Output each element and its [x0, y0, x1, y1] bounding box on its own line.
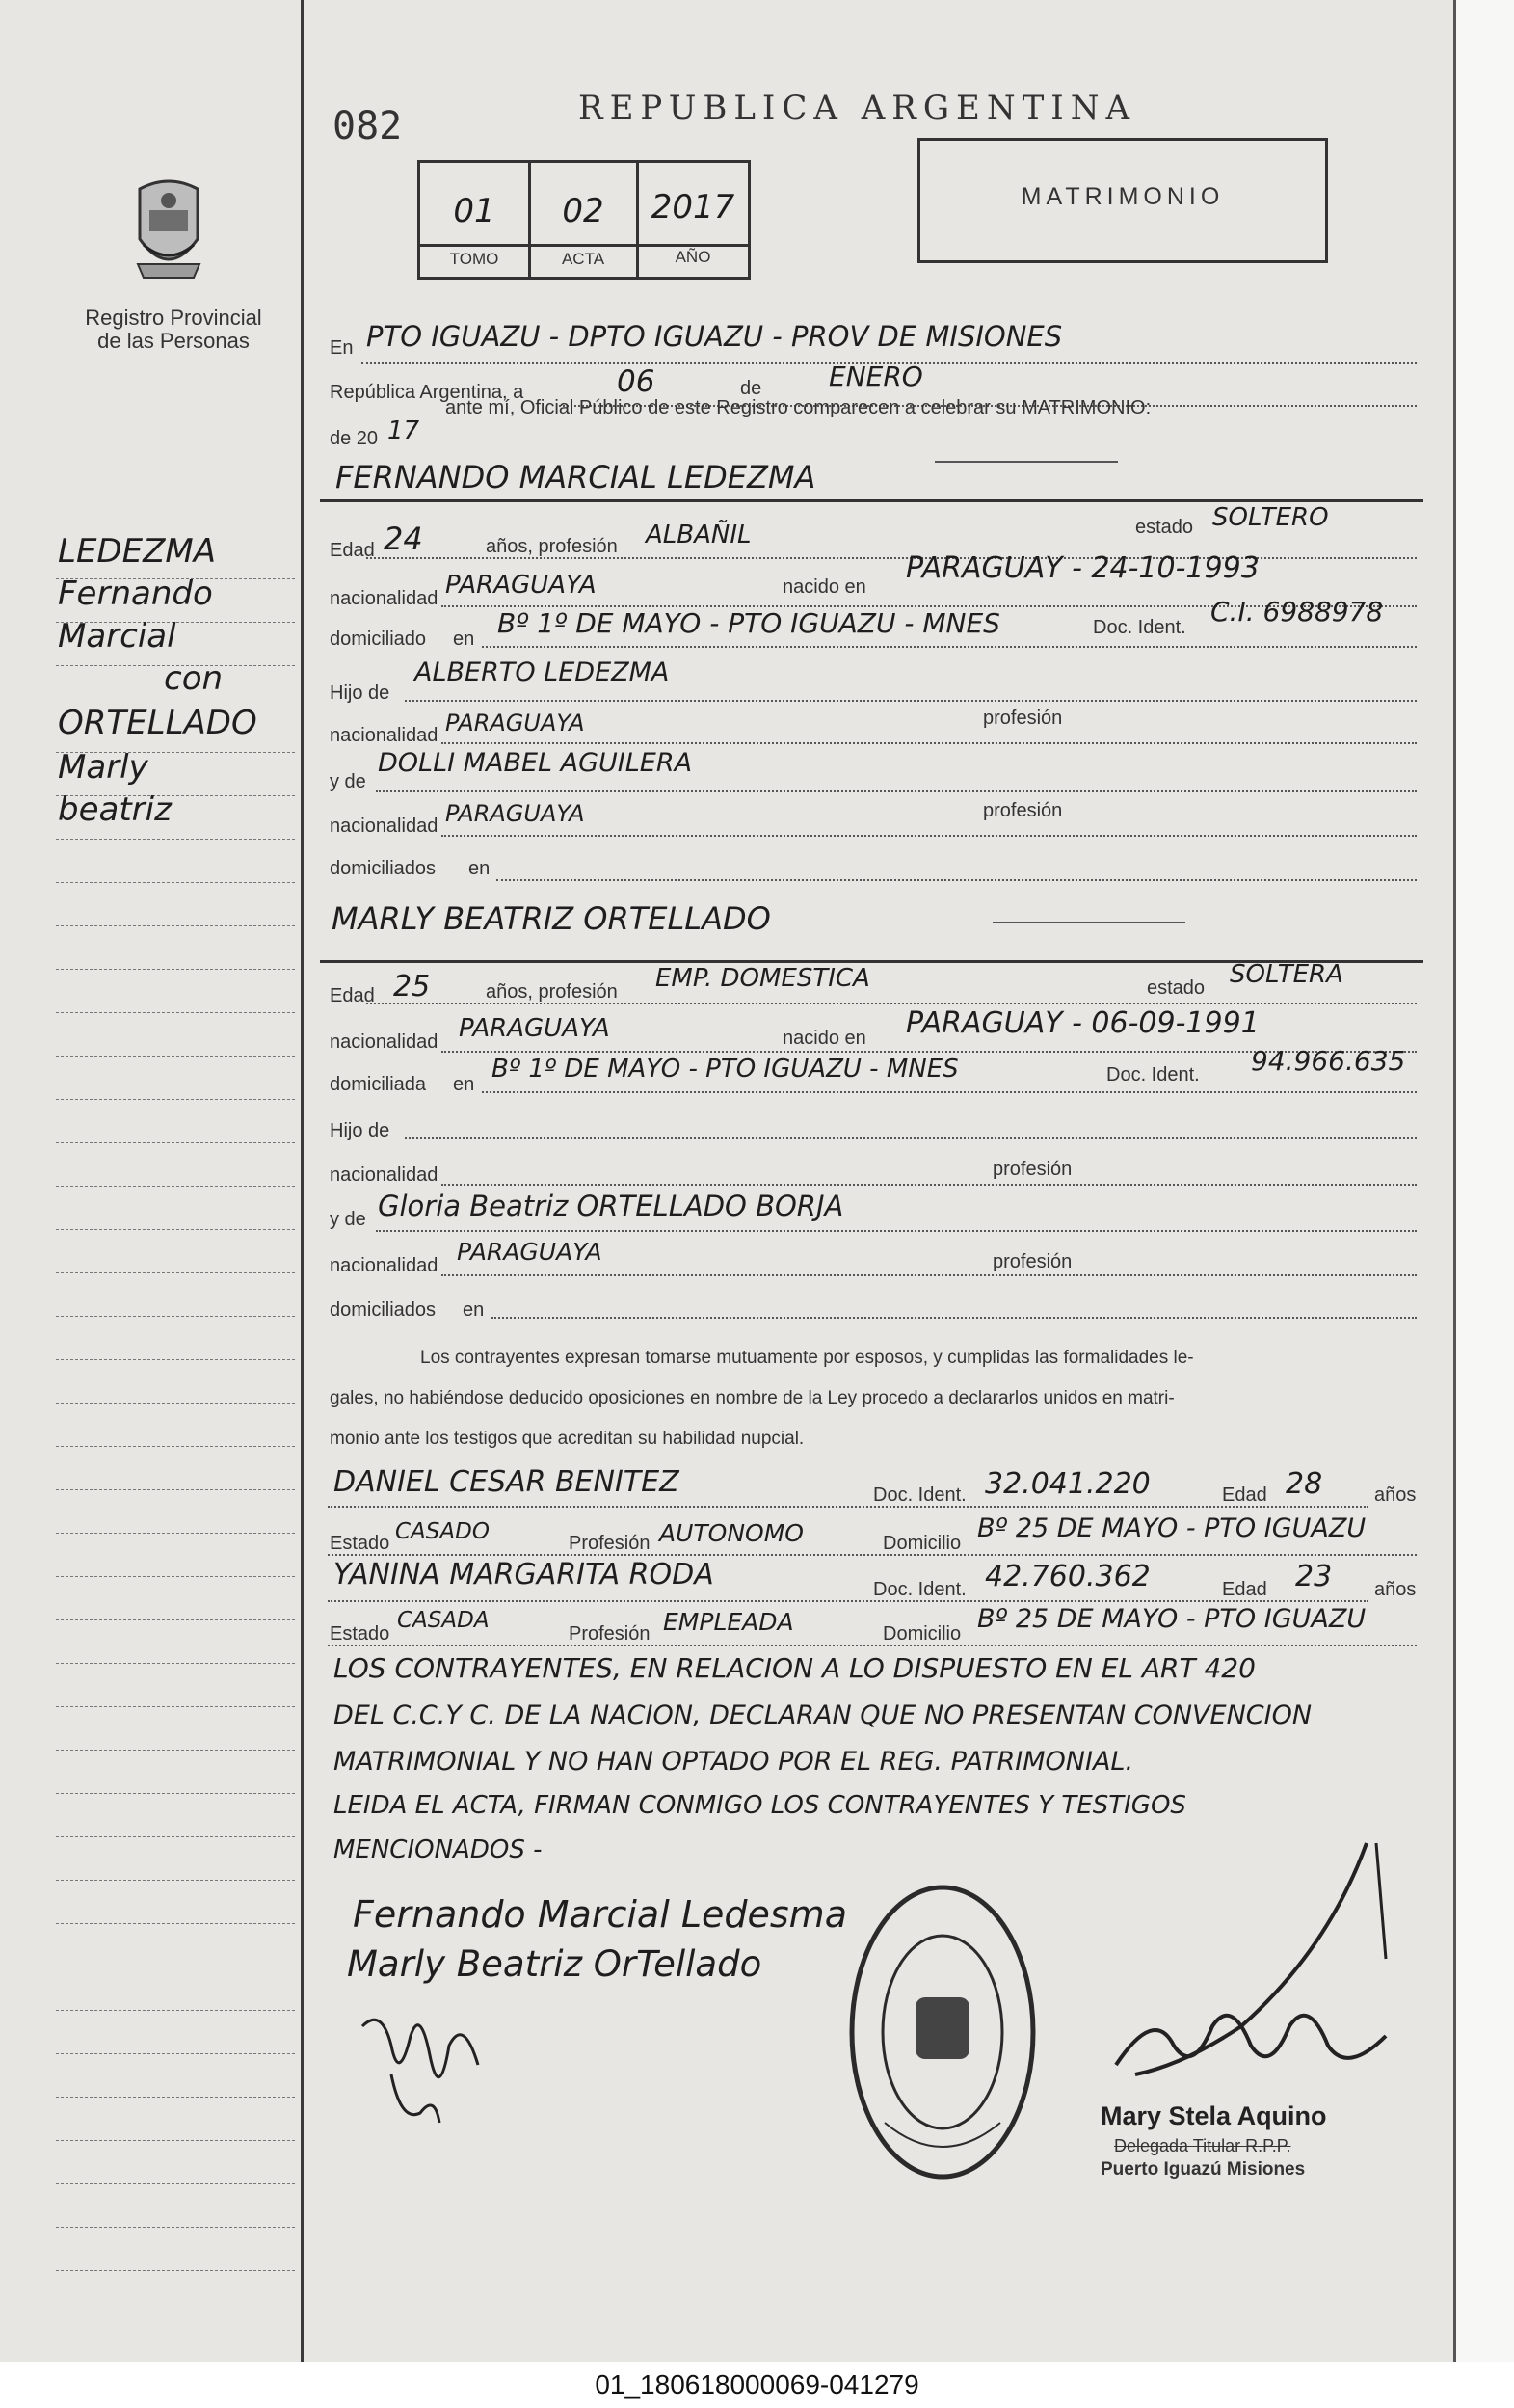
margin-rule [56, 2183, 295, 2184]
witness2-doc-label: Doc. Ident. [873, 1579, 967, 1600]
witness1-estado-label: Estado [330, 1533, 390, 1554]
margin-rule [56, 2053, 295, 2054]
witness2-prof-label: Profesión [569, 1623, 651, 1645]
margin-rule [56, 1880, 295, 1881]
groom-father: ALBERTO LEDEZMA [414, 657, 670, 687]
notes-line-1: LOS CONTRAYENTES, EN RELACION A LO DISPUESTO EN EL ART 420 [333, 1652, 1256, 1684]
bride-edad-label: Edad [330, 985, 375, 1006]
groom-father-nac-label: nacionalidad [330, 725, 438, 746]
witness1-profession: AUTONOMO [659, 1519, 804, 1547]
margin-rule [56, 1706, 295, 1707]
file-reference: 01_180618000069-041279 [0, 2362, 1514, 2408]
witness1-address: Bº 25 DE MAYO - PTO IGUAZU [977, 1513, 1367, 1543]
groom-nationality: PARAGUAYA [445, 571, 597, 600]
margin-note-6: Marly [58, 748, 148, 787]
margin-note-5: ORTELLADO [58, 704, 257, 742]
republic-label: República Argentina, a [330, 382, 524, 403]
bride-dom-en: en [453, 1074, 475, 1095]
margin-rule [56, 1316, 295, 1317]
groom-mother: DOLLI MABEL AGUILERA [378, 748, 693, 778]
groom-domiciliados-label: domiciliados [330, 858, 437, 879]
groom-father-nationality: PARAGUAYA [445, 709, 585, 736]
margin-rule [56, 1142, 295, 1143]
bride-mother-nac-label: nacionalidad [330, 1255, 438, 1276]
bride-dom-label: domiciliada [330, 1074, 427, 1095]
act-day: 06 [617, 364, 655, 399]
groom-estado: SOLTERO [1212, 503, 1329, 532]
witness2-name: YANINA MARGARITA RODA [333, 1558, 714, 1592]
bride-nationality: PARAGUAYA [459, 1014, 610, 1043]
official-title: Delegada Titular R.P.P. [1114, 2136, 1291, 2155]
act-type-box [917, 138, 1328, 263]
margin-rule [56, 1186, 295, 1187]
groom-dom-en: en [453, 629, 475, 650]
margin-rule [56, 1359, 295, 1360]
groom-mother-prof-label: profesión [983, 800, 1063, 821]
margin-rule [56, 1663, 295, 1664]
act-type: MATRIMONIO [1021, 183, 1225, 210]
margin-note-2: Fernando [58, 575, 213, 613]
margin-rule [56, 1056, 295, 1057]
witness2-estado: CASADA [397, 1608, 490, 1633]
groom-doc-label: Doc. Ident. [1093, 617, 1186, 638]
book-spine [1453, 0, 1514, 2362]
groom-domiciliados-en: en [468, 858, 491, 879]
groom-estado-label: estado [1135, 517, 1194, 538]
bride-born-label: nacido en [783, 1028, 866, 1049]
groom-signature: Fernando Marcial Ledesma [353, 1893, 847, 1936]
act-month: ENERO [829, 361, 923, 392]
groom-born-label: nacido en [783, 576, 866, 598]
groom-nac-label: nacionalidad [330, 588, 438, 609]
margin-rule [56, 1533, 295, 1534]
witness2-anos: años [1374, 1579, 1417, 1600]
witness1-name: DANIEL CESAR BENITEZ [333, 1465, 679, 1499]
notes-line-5: MENCIONADOS - [333, 1835, 543, 1864]
groom-edad-label: Edad [330, 540, 375, 561]
notes-line-2: DEL C.C.Y C. DE LA NACION, DECLARAN QUE NO PRESENTAN CONVENCION [333, 1700, 1313, 1730]
margin-rule [56, 1272, 295, 1273]
acta-label: ACTA [561, 250, 605, 268]
witness1-edad-label: Edad [1222, 1485, 1267, 1506]
groom-born: PARAGUAY - 24-10-1993 [906, 551, 1260, 585]
bride-mother: Gloria Beatriz ORTELLADO BORJA [378, 1190, 844, 1222]
country-title: REPUBLICA ARGENTINA [578, 89, 1137, 127]
margin-rule [56, 2140, 295, 2141]
groom-hijo-label: Hijo de [330, 682, 390, 704]
margin-rule [56, 1923, 295, 1924]
bride-nac-label: nacionalidad [330, 1031, 438, 1053]
margin-note-7: beatriz [58, 790, 172, 829]
bride-yde-label: y de [330, 1209, 366, 1230]
groom-yde-label: y de [330, 771, 366, 792]
witness-signature-icon [353, 1997, 536, 2132]
witness2-age: 23 [1295, 1560, 1333, 1593]
margin-rule [56, 925, 295, 926]
bride-age: 25 [393, 970, 431, 1003]
bride-hijo-label: Hijo de [330, 1120, 390, 1141]
notes-line-4: LEIDA EL ACTA, FIRMAN CONMIGO LOS CONTRAYENTES Y TESTIGOS [333, 1791, 1186, 1820]
margin-rule [56, 1793, 295, 1794]
bride-profession: EMP. DOMESTICA [655, 964, 870, 993]
witness1-dom-label: Domicilio [883, 1533, 962, 1554]
margin-rule [56, 1489, 295, 1490]
bride-signature: Marly Beatriz OrTellado [347, 1943, 762, 1985]
witness2-dom-label: Domicilio [883, 1623, 962, 1645]
groom-profession: ALBAÑIL [646, 521, 752, 549]
officer-statement: ante mí, Oficial Público de este Registro comparecen a celebrar su MATRIMONIO: [445, 397, 1152, 418]
margin-rule [56, 1750, 295, 1751]
bride-doc: 94.966.635 [1251, 1045, 1406, 1077]
witness1-anos: años [1374, 1485, 1417, 1506]
margin-rule [56, 2227, 295, 2228]
margin-rule [56, 1576, 295, 1577]
year-prefix: de 20 [330, 428, 379, 449]
bride-father-prof-label: profesión [993, 1159, 1073, 1180]
act-location: PTO IGUAZU - DPTO IGUAZU - PROV DE MISIONES [366, 320, 1063, 353]
groom-mother-nationality: PARAGUAYA [445, 800, 585, 827]
witness1-age: 28 [1286, 1467, 1323, 1501]
bride-domiciliados-en: en [463, 1299, 485, 1321]
bride-name: MARLY BEATRIZ ORTELLADO [332, 900, 771, 937]
official-signature-icon [1097, 1833, 1415, 2103]
de-label: de [740, 378, 762, 399]
margin-line [301, 0, 304, 2362]
bride-mother-prof-label: profesión [993, 1251, 1073, 1272]
margin-rule [56, 969, 295, 970]
margin-rule [56, 1403, 295, 1404]
bride-domiciliados-label: domiciliados [330, 1299, 437, 1321]
bride-father-nac-label: nacionalidad [330, 1164, 438, 1186]
bride-born: PARAGUAY - 06-09-1991 [906, 1006, 1260, 1040]
witness1-doc: 32.041.220 [985, 1467, 1151, 1501]
declaration-line-2: gales, no habiéndose deducido oposiciones en nombre de la Ley procedo a declararlos unidos en matri- [330, 1388, 1175, 1408]
groom-prof-label: años, profesión [486, 536, 618, 557]
groom-mother-nac-label: nacionalidad [330, 816, 438, 837]
official-place: Puerto Iguazú Misiones [1101, 2159, 1306, 2180]
registry-seal-icon [846, 1882, 1039, 2182]
tomo-value: 01 [453, 192, 495, 230]
witness2-doc: 42.760.362 [985, 1560, 1151, 1593]
groom-doc: C.I. 6988978 [1210, 596, 1384, 628]
margin-rule [56, 1099, 295, 1100]
groom-dom-label: domiciliado [330, 629, 427, 650]
tomo-acta-box [417, 160, 751, 280]
margin-rule [56, 1446, 295, 1447]
margin-rule [56, 839, 295, 840]
bride-estado: SOLTERA [1230, 960, 1343, 989]
provincial-crest-icon [120, 172, 217, 287]
margin-rule [56, 1012, 295, 1013]
notes-line-3: MATRIMONIAL Y NO HAN OPTADO POR EL REG. PATRIMONIAL. [333, 1747, 1134, 1777]
margin-rule [56, 2097, 295, 2098]
witness1-doc-label: Doc. Ident. [873, 1485, 967, 1506]
margin-note-4: con [164, 659, 224, 698]
bride-prof-label: años, profesión [486, 981, 618, 1003]
margin-rule [56, 2010, 295, 2011]
witness2-address: Bº 25 DE MAYO - PTO IGUAZU [977, 1604, 1367, 1634]
witness2-profession: EMPLEADA [663, 1608, 794, 1636]
margin-rule [56, 2270, 295, 2271]
witness2-edad-label: Edad [1222, 1579, 1267, 1600]
official-name: Mary Stela Aquino [1101, 2101, 1327, 2130]
registry-label: Registro Provincial de las Personas [85, 306, 262, 353]
acta-value: 02 [562, 192, 604, 230]
tomo-label: TOMO [449, 250, 499, 268]
margin-rule [56, 1229, 295, 1230]
bride-address: Bº 1º DE MAYO - PTO IGUAZU - MNES [491, 1055, 959, 1084]
bride-mother-nationality: PARAGUAYA [457, 1238, 602, 1266]
declaration-line-1: Los contrayentes expresan tomarse mutuamente por esposos, y cumplidas las formalidades le- [420, 1348, 1194, 1368]
bride-doc-label: Doc. Ident. [1106, 1064, 1200, 1085]
groom-age: 24 [384, 521, 423, 557]
groom-name: FERNANDO MARCIAL LEDEZMA [335, 459, 816, 495]
margin-rule [56, 882, 295, 883]
act-year: 17 [387, 416, 420, 445]
witness2-estado-label: Estado [330, 1623, 390, 1645]
groom-address: Bº 1º DE MAYO - PTO IGUAZU - MNES [497, 607, 1000, 639]
margin-rule [56, 1619, 295, 1620]
margin-note-1: LEDEZMA [58, 532, 216, 571]
margin-note-3: Marcial [58, 617, 176, 656]
anio-label: AÑO [675, 248, 711, 266]
anio-value: 2017 [651, 188, 735, 227]
en-label: En [330, 337, 354, 359]
groom-father-prof-label: profesión [983, 708, 1063, 729]
witness1-prof-label: Profesión [569, 1533, 651, 1554]
declaration-line-3: monio ante los testigos que acreditan su habilidad nupcial. [330, 1429, 805, 1449]
margin-rule [56, 1836, 295, 1837]
witness1-estado: CASADO [395, 1519, 490, 1544]
act-number: 082 [332, 104, 403, 148]
bride-estado-label: estado [1147, 977, 1206, 999]
